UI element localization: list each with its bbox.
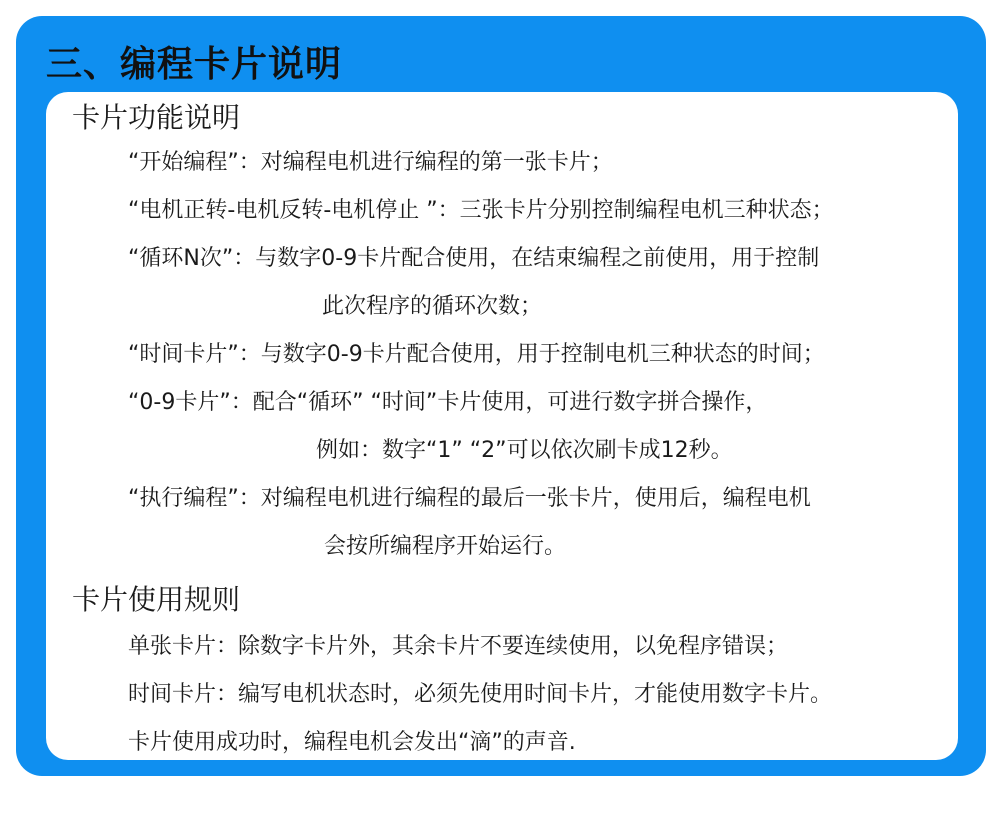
page-title: 三、编程卡片说明 — [46, 44, 343, 85]
function-item-key: “电机正转-电机反转-电机停止 ”： — [128, 198, 460, 223]
rule-item: 单张卡片：除数字卡片外，其余卡片不要连续使用，以免程序错误； — [128, 634, 789, 659]
function-item-key: “开始编程”： — [128, 150, 261, 175]
function-item — [128, 244, 819, 274]
function-item — [128, 484, 811, 514]
function-item-desc: 三张卡片分别控制编程电机三种状态； — [459, 198, 834, 223]
function-item — [128, 148, 613, 178]
function-item-key: “执行编程”： — [128, 486, 261, 511]
function-item-desc: 与数字0-9卡片配合使用，在结束编程之前使用，用于控制 — [255, 246, 820, 271]
function-item-continuation: 此次程序的循环次数； — [322, 294, 543, 319]
function-item — [128, 340, 825, 370]
rule-item: 卡片使用成功时，编程电机会发出“滴”的声音. — [128, 730, 576, 755]
rule-item: 时间卡片：编写电机状态时，必须先使用时间卡片，才能使用数字卡片。 — [128, 682, 833, 707]
function-item — [128, 196, 834, 226]
function-item-desc: 与数字0-9卡片配合使用，用于控制电机三种状态的时间； — [260, 342, 825, 367]
function-item-key: “循环N次”： — [128, 246, 256, 271]
function-item — [128, 388, 767, 418]
function-item-desc: 对编程电机进行编程的最后一张卡片，使用后，编程电机 — [260, 486, 811, 511]
function-item-desc: 对编程电机进行编程的第一张卡片； — [260, 150, 613, 175]
section-heading-functions: 卡片功能说明 — [72, 101, 241, 134]
function-item-continuation: 会按所编程序开始运行。 — [324, 534, 567, 559]
function-item-desc: 配合“循环” “时间”卡片使用，可进行数字拼合操作， — [252, 390, 768, 415]
section-heading-rules: 卡片使用规则 — [72, 583, 241, 616]
function-item-continuation: 例如：数字“1” “2”可以依次刷卡成12秒。 — [316, 438, 733, 463]
function-item-key: “时间卡片”： — [128, 342, 261, 367]
function-item-key: “0-9卡片”： — [128, 390, 253, 415]
